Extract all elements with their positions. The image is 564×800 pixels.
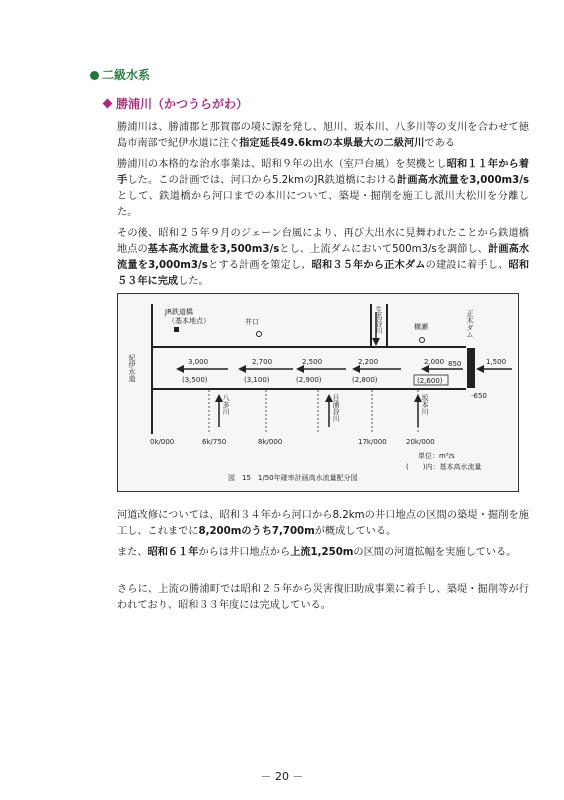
section-title: 二級水系 — [90, 66, 150, 83]
paragraph-4: 河道改修については、昭和３４年から河口から8.2kmの井口地点の区間の築堤・掘削を施工し、これまでに8,200mのうち7,700mが概成している。 — [117, 510, 529, 537]
label-jr: JR鉄道橋 — [165, 308, 193, 316]
flow-diagram — [118, 294, 518, 491]
unit-label: 単位：m³/s — [418, 452, 455, 460]
page-number: － 20 － — [260, 770, 304, 783]
label-hibusa: 日浦谷川 — [332, 394, 340, 422]
km-2: 8k/000 — [258, 438, 283, 446]
paragraph-5: また、昭和６１年からは井口地点から上流1,250mの区間の河道拡幅を実施している。 — [117, 547, 517, 558]
dam-cut: -650 — [471, 392, 487, 400]
flow-2: 2,500 — [302, 358, 323, 366]
label-kii: 紀伊水道 — [128, 354, 136, 382]
label-masaki: 正木ダム — [466, 310, 474, 338]
km-0: 0k/000 — [150, 438, 175, 446]
label-ikuna: 生名谷川 — [375, 306, 383, 334]
flow-4: 2,000 — [424, 358, 445, 366]
label-sakamoto: 坂本川 — [421, 394, 429, 415]
km-3: 17k/000 — [358, 438, 387, 446]
km-4: 20k/000 — [406, 438, 435, 446]
unit-note: ( )内：基本高水流量 — [406, 463, 482, 471]
flow-1: 2,700 — [252, 358, 273, 366]
flow-basic-3: (2,800) — [352, 376, 378, 384]
label-hatta: 八多川 — [222, 394, 230, 415]
paragraph-2: 勝浦川の本格的な治水事業は、昭和９年の出水（室戸台風）を契機とし昭和１１年から着手した。この計画では、河口から5.2kmのJR鉄道橋における計画高水流量を3,000m3/sとして、鉄道橋から河口までの本川について、築堤・掘削を施工し派川大松川を分離した。 — [117, 159, 530, 218]
diamond-icon — [103, 99, 113, 109]
flow-distribution-figure — [117, 293, 519, 492]
label-jr-sub: （基本地点） — [168, 317, 210, 325]
flow-basic-4: (2,600) — [417, 377, 443, 385]
paragraph-3: その後、昭和２５年９月のジェーン台風により、再び大出水に見舞われたことから鉄道橋地点の基本高水流量を3,500m3/sとし、上流ダムにおいて500m3/sを調節し、計画高水流量を3,000m3/sとする計画を策定し、昭和３５年から正木ダムの建設に着手し、昭和５３年に完成した。 — [117, 228, 530, 287]
flow-5: 1,500 — [486, 358, 507, 366]
dam-inflow: 850 — [448, 360, 462, 368]
paragraph-6: さらに、上流の勝浦町では昭和２５年から災害復旧助成事業に着手し、築堤・掘削等が行われており、昭和３３年度には完成している。 — [117, 584, 529, 611]
green-dot-icon — [90, 71, 99, 80]
flow-basic-0: (3,500) — [182, 376, 208, 384]
dam-shape — [467, 348, 475, 388]
flow-3: 2,200 — [358, 358, 379, 366]
figure-caption: 図 15 1/50年確率計画高水流量配分図 — [228, 474, 358, 482]
flow-basic-2: (2,900) — [296, 376, 322, 384]
river-title: 勝浦川（かつうらがわ） — [104, 95, 248, 112]
flow-basic-1: (3,100) — [244, 376, 270, 384]
km-1: 6k/750 — [202, 438, 227, 446]
flow-0: 3,000 — [188, 358, 209, 366]
label-yokose: 横瀬 — [414, 323, 428, 331]
label-iguchi: 井口 — [245, 318, 259, 326]
paragraph-1: 勝浦川は、勝浦郡と那賀郡の境に源を発し、旭川、坂本川、八多川等の支川を合わせて徳島市南部で紀伊水道に注ぐ指定延長49.6kmの本県最大の二級河川である — [117, 122, 529, 149]
